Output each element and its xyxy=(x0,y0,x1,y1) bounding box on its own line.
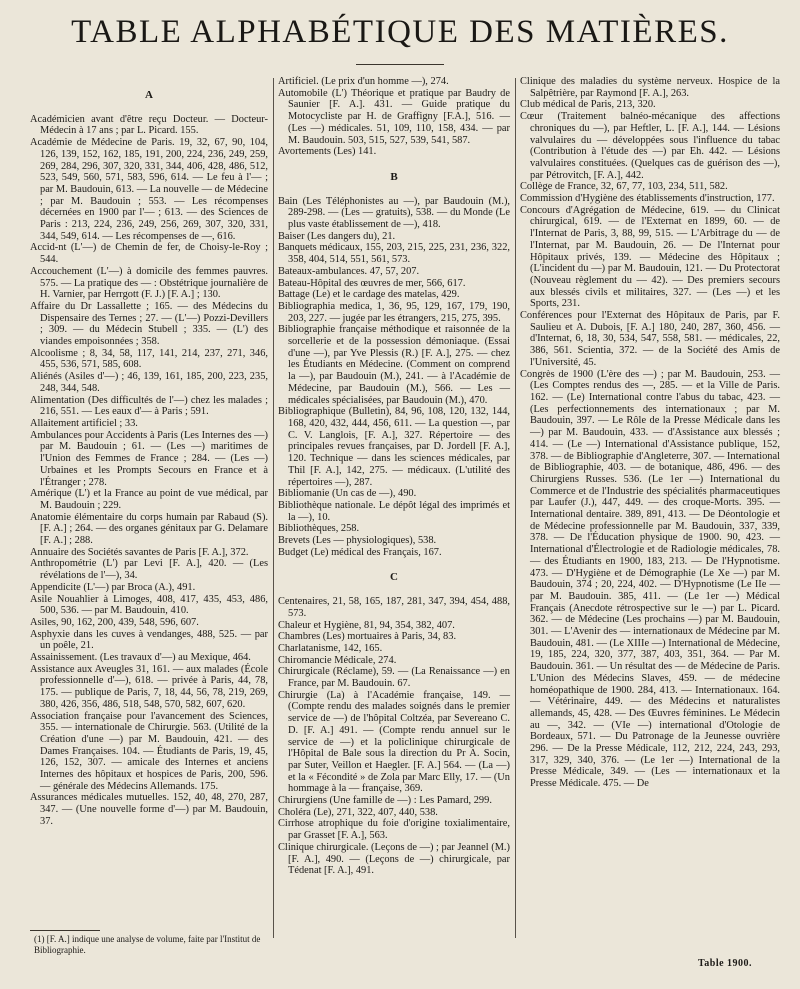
index-entry: Bibliomanie (Un cas de —), 490. xyxy=(278,488,417,500)
index-entry: Asile Nouahlier à Limoges, 408, 417, 435, 453, 486, 500, 536. — par M. Baudouin, 410. xyxy=(30,593,268,617)
footnote: (1) [F. A.] indique une analyse de volume, faite par l'Institut de Bibliographie. xyxy=(34,934,261,955)
index-entry: Battage (Le) et le cardage des matelas, 429. xyxy=(278,289,460,301)
index-entry: Charlatanisme, 142, 165. xyxy=(278,642,383,654)
column-2 xyxy=(278,76,510,877)
index-entry: Accouchement (L'—) à domicile des femmes pauvres. 575. — La pratique des — : Obstétrique journalière de H. Varnier, par Herrgott (F. J.) [F. A.] ; 130. xyxy=(30,265,268,301)
index-entry: Appendicite (L'—) par Broca (A.), 491. xyxy=(30,581,196,593)
index-entry: Avortements (Les) 141. xyxy=(278,146,377,158)
index-entry: Accid-nt (L'—) de Chemin de fer, de Choisy-le-Roy ; 544. xyxy=(30,242,268,266)
index-entry: Chiromancie Médicale, 274. xyxy=(278,654,397,666)
index-entry: Bibliographique (Bulletin), 84, 96, 108, 120, 132, 144, 168, 420, 432, 444, 456, 611. — La question —, par C. V. Langlois, [F. A.], 327. Répertoire — des principales revues françaises, par D. Jordell [F. A.], 120. Technique — dans les sciences médicales, par Thil [F. A.], 142, 275. — médicaux. (L'utilité des répertoires —), 287. xyxy=(278,406,510,488)
column-divider-1 xyxy=(273,78,274,938)
entries-column-3 xyxy=(520,76,780,790)
index-entry: Amérique (L') et la France au point de vue médical, par M. Baudouin ; 229. xyxy=(30,488,268,511)
index-entry: Alimentation (Des difficultés de l'—) chez les malades ; 216, 551. — Les eaux d'— à Paris ; 591. xyxy=(30,394,268,418)
index-entry: Anatomie élémentaire du corps humain par Rabaud (S). [F. A.] ; 264. — des organes génitaux par G. Delamare [F. A.] ; 288. xyxy=(30,511,268,547)
index-entry: Assainissement. (Les travaux d'—) au Mexique, 464. xyxy=(30,652,251,664)
index-entry: Baiser (Les dangers du), 21. xyxy=(278,230,396,242)
section-letter-b: B xyxy=(390,170,398,183)
index-entry: Concours d'Agrégation de Médecine, 619. — du Clinicat chirurgical, 619. — de l'Externat en 1899, 60. — de l'Internat de Paris, 3, 88, 99, 515. — L'Arbitrage du — de l'Internat, par M. Baudouin, 26. — De l'Internat pour Hôpitaux privés, 139. — Médecine des Hôpitaux ; (L'incident du —) par M. Baudouin, 121. — Du Protectorat (Nouveau règlement du — 42). — Des premiers secours aux blessés civils et militaires, 327. — (Les —) et les Sports, 231. xyxy=(520,204,780,310)
index-entry: Bibliothèques, 258. xyxy=(278,523,360,535)
index-entry: Chaleur et Hygiène, 81, 94, 354, 382, 407. xyxy=(278,619,455,631)
index-entry: Cirrhose atrophique du foie d'origine toxialimentaire, par Grasset [F. A.], 563. xyxy=(278,818,510,842)
index-entry: Anthropométrie (L') par Levi [F. A.], 420. — (Les révélations de l'—), 34. xyxy=(30,558,268,582)
index-entry: Académicien avant d'être reçu Docteur. — Docteur-Médecin à 17 ans ; par L. Picard. 155. xyxy=(30,113,268,137)
index-entry: Bibliothèque nationale. Le dépôt légal des imprimés et la —), 10. xyxy=(278,499,510,523)
index-entry: Asiles, 90, 162, 200, 439, 548, 596, 607. xyxy=(30,616,199,628)
index-entry: Aliénés (Asiles d'—) ; 46, 139, 161, 185, 200, 223, 235, 248, 344, 548. xyxy=(30,371,268,394)
index-entry: Collège de France, 32, 67, 77, 103, 234, 511, 582. xyxy=(520,181,728,193)
index-entry: Allaitement artificiel ; 33. xyxy=(30,417,138,429)
section-letter-c: C xyxy=(390,571,398,584)
footnote-rule xyxy=(30,930,100,931)
entries-column-2-b xyxy=(278,196,510,559)
index-entry: Automobile (L') Théorique et pratique par Baudry de Saunier [F. A.]. 431. — Guide pratique du Motocycliste par H. de Graffigny [F.A.], 516. — (Les —) médicales. 51, 109, 110, 158, 434. — par M. Baudouin. 503, 515, 527, 539, 541, 587. xyxy=(278,87,510,146)
index-entry: Clinique chirurgicale. (Leçons de —) ; par Jeannel (M.) [F. A.], 490. — (Leçons de —) chirurgicale, par Tédenat [F. A.], 491. xyxy=(278,841,510,877)
index-entry: Brevets (Les — physiologiques), 538. xyxy=(278,535,437,547)
index-entry: Affaire du Dr Lassallette ; 165. — des Médecins du Dispensaire des Ternes ; 27. — (L'—) Pozzi-Devillers ; 309. — du Médecin Stubell ; 335. — (L') des viandes empoisonnées ; 358. xyxy=(30,300,268,348)
index-entry: Bateaux-ambulances. 47, 57, 207. xyxy=(278,265,420,277)
index-entry: Bain (Les Téléphonistes au —), par Baudouin (M.), 289-298. — (Les — gratuits), 538. — du Monde (Le plus vaste établissement de —), 418. xyxy=(278,195,510,231)
index-entry: Artificiel. (Le prix d'un homme —), 274. xyxy=(278,76,449,87)
index-entry: Bibliographie française méthodique et raisonnée de la sorcellerie et de la possession démoniaque. (Essai d'une —), par Yve Plessis (R.) [F. A.], 275. — chez les Étudiants en Médecine. (Comment on comprend la —), par Baudouin (M.), 241. — à l'Académie de Médecine, par Baudouin (M.), 566. — Les — médicales spécialisées, par Baudouin (M.), 470. xyxy=(278,324,510,406)
index-entry: Choléra (Le), 271, 322, 407, 440, 538. xyxy=(278,806,438,818)
title-rule xyxy=(356,64,444,65)
index-entry: Académie de Médecine de Paris. 19, 32, 67, 90, 104, 126, 139, 152, 162, 185, 191, 200, 224, 236, 249, 259, 269, 284, 296, 307, 320, 331, 344, 406, 428, 486, 512, 523, 549, 560, 571, 583, 596, 614. — Le feu à l'— ; par M. Baudouin, 613. — La nouvelle — de Médecine ; par M. Baudouin ; 553. — Les récompenses décernées en 1900 par l'— ; 613. — des Sciences de Paris : 213, 224, 236, 249, 256, 269, 307, 320, 331, 344, 549, 614. — Les récompenses de —, 616. xyxy=(30,137,268,242)
section-letter-a: A xyxy=(145,89,153,101)
index-entry: Commission d'Hygiène des établissements d'instruction, 177. xyxy=(520,193,775,205)
index-entry: Congrès de 1900 (L'ère des —) ; par M. Baudouin, 253. — (Les Comptes rendus des —, 285. — et la Ville de Paris. 162. — (Le) International contre l'abus du tabac, 423. — (Les perfectionnements des internationaux ; par M. Baudouin, 397. — Le Rôle de la Presse Médicale dans les —) par M. Baudouin, 433. — d'Assistance aux blessés ; 414. — (Le —) International d'Assistance publique, 152, 378. — de Bibliographie d'Angleterre, 307. — International de Bibliographie, 403. — de botanique, 486, 496. — des Chirurgiens Russes. 536. (Le 1er —) International du Commerce et de l'Industrie des spécialités pharmaceutiques par Laufer (J.), 447, 449. — des croque-Morts. 395. — International dentaire. 389, 891, 413. — De Déontologie et de Médecine professionnelle par M. Baudouin, 337, 339, 378. — De l'Éducation physique de 1900. 90, 423. — International d'Électrologie et de Radiologie médicales, 78. — des Étudiants en 1900, 183, 213. — De l'Hypnotisme. 473. — D'Hygiène et de Démographie (Le Xe —) par M. Baudouin, 374 ; 20, 224, 402. — D'Hypnotisme (Le IIe — par M. Baudouin. 385, 411. — (Le 1er —) Médical Français (Anecdote rétrospective sur le —) par L. Picard. 362. — de Médecine (Les prochains —) par M. Baudouin, 301. — L'Avenir des — internationaux de Médecine par M. Baudouin, 481. — (Le XIIIe —) International de Médecine, 19, 185, 224, 320, 377, 387, 403, 351, 364. — Par M. Baudouin. 361. — Un résultat des — de Médecine de Paris. L'Union des Médecins Slaves, 459. — de médecine homéopathique de 1900. 284, 413. — Internationaux. 164. — Vétérinaire, 449. — des Médecins et naturalistes allemands, 45, 428. — Des Œuvres féminines. Le Médecin au —, 342. — (VIe —) international d'Otologie de Bordeaux, 571. — Du Patronage de la Jeunesse ouvrière 296. — De la Presse Médicale, 112, 212, 224, 243, 293, 317, 329, 340, 376. — (Le 1er —) International de la Presse Médicale, 349. — (Les — internationaux et la Presse Médicale. 475. — De xyxy=(520,368,780,790)
index-entry: Clinique des maladies du système nerveux. Hospice de la Salpêtrière, par Raymond [F. A.], 263. xyxy=(520,76,780,99)
index-entry: Conférences pour l'Externat des Hôpitaux de Paris, par F. Saulieu et A. Dubois, [F. A.] 180, 240, 287, 360, 456. — d'Internat, 6, 18, 30, 534, 547, 558, 581. — médicales, 22, 386, 561. Scientia, 372. — de la Société des Amis de l'Université, 45. xyxy=(520,310,780,368)
entries-column-2-a xyxy=(278,76,510,158)
index-entry: Centenaires, 21, 58, 165, 187, 281, 347, 394, 454, 488, 573. xyxy=(278,596,510,619)
entries-column-1 xyxy=(30,114,268,828)
index-entry: Assistance aux Aveugles 31, 161. — aux malades (École professionnelle d'—), 618. — privée à Paris, 44, 78, 175. — publique de Paris, 7, 18, 44, 56, 78, 219, 269, 380, 426, 356, 486, 518, 548, 570, 582, 607, 620. xyxy=(30,663,268,710)
index-entry: Chirurgicale (Réclame), 59. — (La Renaissance —) en France, par M. Baudouin. 67. xyxy=(278,666,510,690)
index-entry: Chirurgie (La) à l'Académie française, 149. — (Compte rendu des malades soignés dans le premier service de —) de l'hôpital Coltzéa, par Severeano C. D. [F. A.] 491. — (Compte rendu annuel sur le service de —) et la policlinique chirurgicale de l'Hôpital de Bale sous la direction du Pr A. Socin, par Suter, Veillon et Haegler. [F. A.] 564. — (La —) et la « Fécondité » de Zola par Marc Elly, 17. — (Un hommage à la — française, 369. xyxy=(278,689,510,795)
index-entry: Cœur (Traitement balnéo-mécanique des affections chroniques du —), par Heftler, L. [F. A.], 144. — Lésions valvulaires du — développées sous l'influence du tabac (Contribution à l'étude des —) par Eh. 442. — Lésions valvulaires constituées. (Quelques cas de guérison des —), par Pétrovitch, [F. A.], 442. xyxy=(520,111,780,181)
page-label: Table 1900. xyxy=(698,958,753,969)
index-entry: Annuaire des Sociétés savantes de Paris [F. A.], 372. xyxy=(30,546,249,558)
entries-column-2-c xyxy=(278,596,510,877)
index-entry: Asphyxie dans les cuves à vendanges, 488, 525. — par un poêle, 21. xyxy=(30,628,268,652)
index-entry: Assurances médicales mutuelles. 152, 40, 48, 270, 287, 347. — (Une nouvelle forme d'—) par M. Baudouin, 37. xyxy=(30,792,268,827)
index-entry: Association française pour l'avancement des Sciences, 355. — internationale de Chirurgie. 563. (Utilité de la Création d'une —) par M. Baudouin, 421. — des Dames Françaises. 104. — Étudiants de Paris, 19, 45, 126, 152, 307. — amicale des Internes et anciens Internes des hôpitaux et hospices de Paris, 200, 596. — générale des Médecins Allemands. 175. xyxy=(30,710,268,792)
index-entry: Chambres (Les) mortuaires à Paris, 34, 83. xyxy=(278,631,457,643)
page-title: TABLE ALPHABÉTIQUE DES MATIÈRES. xyxy=(71,14,729,50)
column-3 xyxy=(520,76,780,790)
index-entry: Banquets médicaux, 155, 203, 215, 225, 231, 236, 322, 358, 404, 514, 551, 561, 573. xyxy=(278,242,510,266)
column-divider-2 xyxy=(515,78,516,938)
index-entry: Alcoolisme ; 8, 34, 58, 117, 141, 214, 237, 271, 346, 455, 536, 571, 585, 608. xyxy=(30,347,268,371)
index-entry: Chirurgiens (Une famille de —) : Les Pamard, 299. xyxy=(278,795,492,807)
index-entry: Club médical de Paris, 213, 320. xyxy=(520,99,656,111)
column-1 xyxy=(30,76,268,828)
index-entry: Bateau-Hôpital des œuvres de mer, 566, 617. xyxy=(278,277,466,289)
index-entry: Ambulances pour Accidents à Paris (Les Internes des —) par M. Baudouin ; 61. — (Les —) maritimes de l'Union des Femmes de France ; 284. — (Les —) Urbaines et les Prompts Secours en France et à l'Étranger ; 278. xyxy=(30,429,268,488)
index-entry: Bibliographia medica, 1, 36, 95, 129, 167, 179, 190, 203, 227. — jugée par les étrangers, 215, 275, 395. xyxy=(278,300,510,324)
index-entry: Budget (Le) médical des Français, 167. xyxy=(278,546,442,558)
